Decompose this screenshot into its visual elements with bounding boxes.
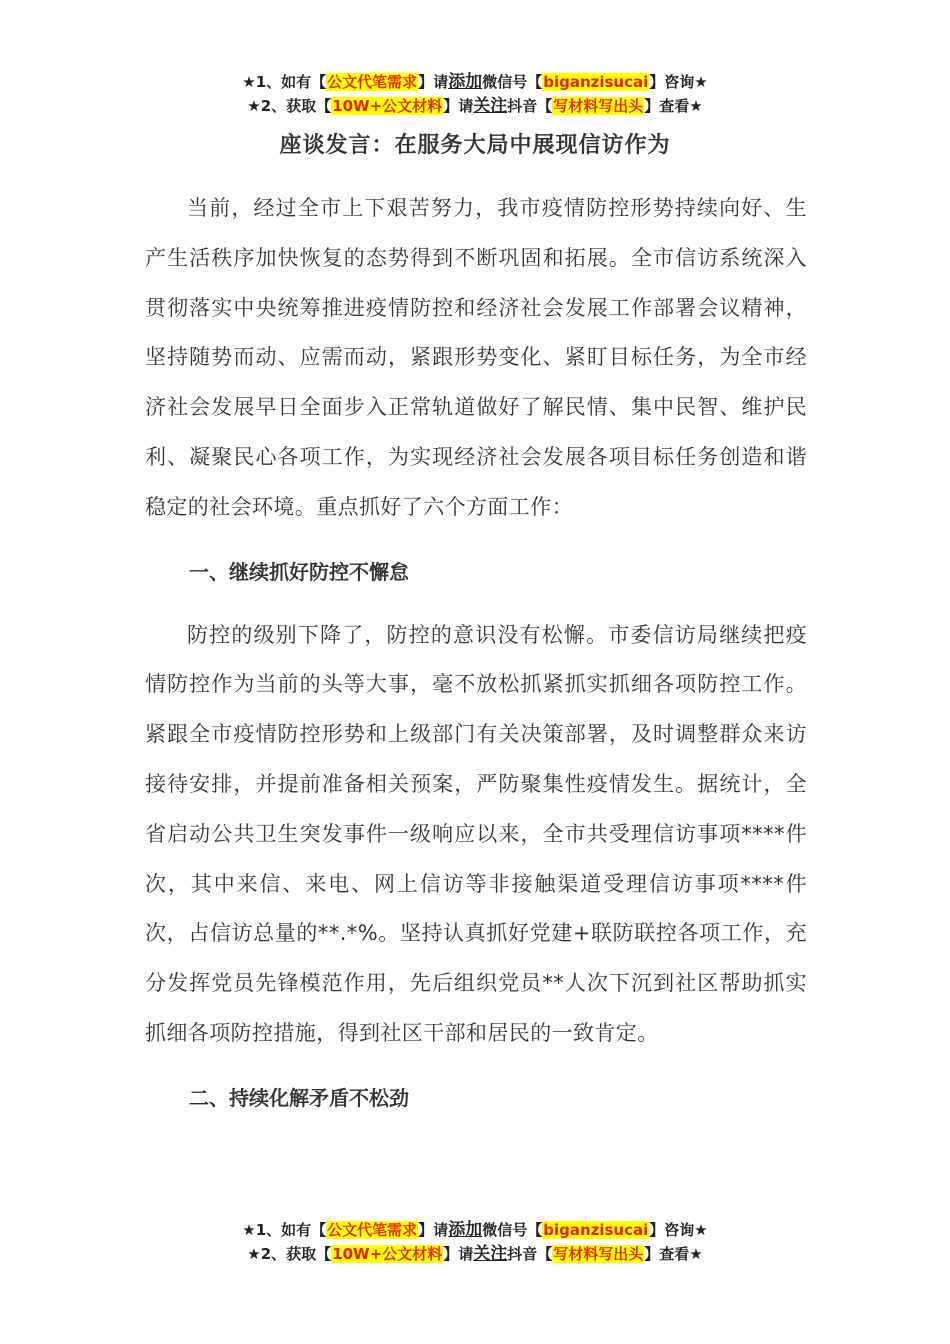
emphasis-add: 添加: [448, 1220, 483, 1240]
intro-paragraph: 当前，经过全市上下艰苦努力，我市疫情防控形势持续向好、生产生活秩序加快恢复的态势得到不断巩固和拓展。全市信访系统深入贯彻落实中央统筹推进疫情防控和经济社会发展工作部署会议精神，坚持随势而动、应需而动，紧跟形势变化、紧盯目标任务，为全市经济社会发展早日全面步入正常轨道做好了解民情、集中民智、维护民利、凝聚民心各项工作，为实现经济社会发展各项目标任务创造和谐稳定的社会环境。重点抓好了六个方面工作：: [145, 196, 807, 519]
section-1-paragraph: 防控的级别下降了，防控的意识没有松懈。市委信访局继续把疫情防控作为当前的头等大事，毫不放松抓紧抓实抓细各项防控工作。紧跟全市疫情防控形势和上级部门有关决策部署，及时调整群众来访接待安排，并提前准备相关预案，严防聚集性疫情发生。据统计，全省启动公共卫生突发事件一级响应以来，全市共受理信访事项****件次，其中来信、来电、网上信访等非接触渠道受理信访事项****件次，占信访总量的**.*%。坚持认真抓好党建+联防联控各项工作，充分发挥党员先锋模范作用，先后组织党员**人次下沉到社区帮助抓实抓细各项防控措施，得到社区干部和居民的一致肯定。: [145, 622, 807, 1045]
banner-line-2: ★2、获取【10W+公文材料】请关注抖音【写材料写出头】查看★: [247, 96, 703, 116]
footer-line-2: ★2、获取【10W+公文材料】请关注抖音【写材料写出头】查看★: [247, 1244, 703, 1264]
document-body: [145, 184, 807, 1123]
emphasis-add: 添加: [448, 72, 483, 92]
highlight-materials: 10W+公文材料: [332, 1245, 443, 1263]
emphasis-follow: 关注: [473, 1244, 508, 1264]
highlight-wechat-id: biganzisucai: [543, 1221, 649, 1239]
highlight-materials: 10W+公文材料: [332, 97, 443, 115]
footer-banner: [0, 1218, 950, 1266]
highlight-service: 公文代笔需求: [327, 73, 418, 91]
emphasis-follow: 关注: [473, 96, 508, 116]
highlight-douyin: 写材料写出头: [553, 1245, 644, 1263]
footer-line-1: ★1、如有【公文代笔需求】请添加微信号【biganzisucai】咨询★: [242, 1220, 708, 1240]
highlight-douyin: 写材料写出头: [553, 97, 644, 115]
document-title: 座谈发言：在服务大局中展现信访作为: [279, 133, 671, 158]
highlight-wechat-id: biganzisucai: [543, 73, 649, 91]
highlight-service: 公文代笔需求: [327, 1221, 418, 1239]
section-2-heading: 二、持续化解矛盾不松劲: [189, 1085, 409, 1110]
section-1-heading: 一、继续抓好防控不懈怠: [189, 559, 409, 584]
header-banner: [0, 70, 950, 118]
banner-line-1: ★1、如有【公文代笔需求】请添加微信号【biganzisucai】咨询★: [242, 72, 708, 92]
